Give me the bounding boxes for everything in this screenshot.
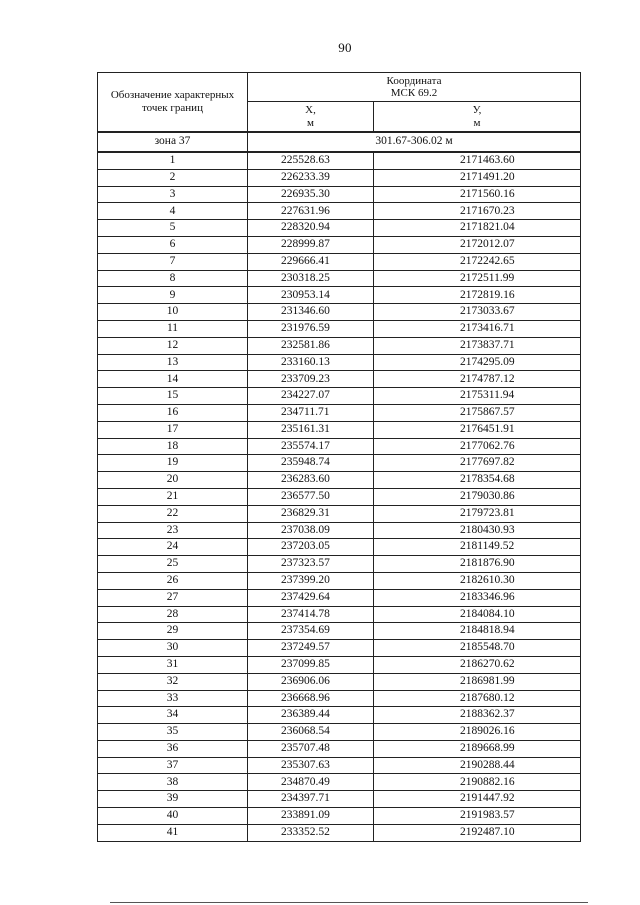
point-number-cell: 39 [98, 791, 248, 808]
point-number-cell: 28 [98, 606, 248, 623]
x-coordinate-cell: 233160.13 [248, 354, 374, 371]
y-coordinate-cell: 2175311.94 [374, 388, 581, 405]
point-number-cell: 24 [98, 539, 248, 556]
table-row [98, 824, 581, 841]
y-coordinate-cell: 2172242.65 [374, 253, 581, 270]
point-number-cell: 5 [98, 220, 248, 237]
zone-row [98, 132, 581, 152]
y-coordinate-cell: 2192487.10 [374, 824, 581, 841]
point-number-cell: 1 [98, 152, 248, 169]
table-row [98, 354, 581, 371]
table-row [98, 203, 581, 220]
x-coordinate-cell: 229666.41 [248, 253, 374, 270]
point-number-cell: 15 [98, 388, 248, 405]
x-coordinate-cell: 236577.50 [248, 488, 374, 505]
table-row [98, 438, 581, 455]
x-coordinate-cell: 230318.25 [248, 270, 374, 287]
table-row [98, 404, 581, 421]
x-coordinate-cell: 237354.69 [248, 623, 374, 640]
x-coordinate-cell: 237323.57 [248, 556, 374, 573]
x-coordinate-cell: 233891.09 [248, 808, 374, 825]
table-row [98, 320, 581, 337]
x-coordinate-cell: 234870.49 [248, 774, 374, 791]
point-number-cell: 13 [98, 354, 248, 371]
table-row [98, 220, 581, 237]
x-coordinate-cell: 231346.60 [248, 304, 374, 321]
table-row [98, 253, 581, 270]
table-row [98, 556, 581, 573]
y-coordinate-cell: 2173033.67 [374, 304, 581, 321]
point-number-cell: 2 [98, 169, 248, 186]
point-number-cell: 36 [98, 740, 248, 757]
table-row [98, 572, 581, 589]
x-coordinate-cell: 228320.94 [248, 220, 374, 237]
x-coordinate-cell: 233709.23 [248, 371, 374, 388]
y-coordinate-cell: 2186981.99 [374, 673, 581, 690]
y-coordinate-cell: 2184084.10 [374, 606, 581, 623]
coordinate-system: МСК 69.2 [390, 87, 438, 100]
point-number-cell: 35 [98, 724, 248, 741]
y-coordinate-cell: 2171560.16 [374, 186, 581, 203]
table-row [98, 505, 581, 522]
page-bottom-rule [110, 902, 588, 903]
y-coordinate-cell: 2186270.62 [374, 656, 581, 673]
x-coordinate-cell: 234711.71 [248, 404, 374, 421]
table-row [98, 690, 581, 707]
point-number-cell: 34 [98, 707, 248, 724]
x-coordinate-cell: 235161.31 [248, 421, 374, 438]
table-row [98, 623, 581, 640]
table-row [98, 371, 581, 388]
y-coordinate-cell: 2176451.91 [374, 421, 581, 438]
y-coordinate-cell: 2183346.96 [374, 589, 581, 606]
y-coordinate-cell: 2178354.68 [374, 472, 581, 489]
x-coordinate-cell: 235707.48 [248, 740, 374, 757]
x-coordinate-cell: 237429.64 [248, 589, 374, 606]
x-coordinate-cell: 237399.20 [248, 572, 374, 589]
y-coordinate-cell: 2174787.12 [374, 371, 581, 388]
x-coordinate-cell: 231976.59 [248, 320, 374, 337]
y-unit: м [473, 116, 481, 129]
table-row [98, 724, 581, 741]
table-row [98, 152, 581, 169]
y-coordinate-cell: 2171670.23 [374, 203, 581, 220]
x-coordinate-cell: 236068.54 [248, 724, 374, 741]
y-coordinate-cell: 2177697.82 [374, 455, 581, 472]
x-coordinate-cell: 236906.06 [248, 673, 374, 690]
table-row [98, 606, 581, 623]
y-coordinate-cell: 2187680.12 [374, 690, 581, 707]
point-number-cell: 26 [98, 572, 248, 589]
y-coordinate-cell: 2172819.16 [374, 287, 581, 304]
table-row [98, 421, 581, 438]
point-number-cell: 14 [98, 371, 248, 388]
y-coordinate-cell: 2175867.57 [374, 404, 581, 421]
x-coordinate-cell: 236668.96 [248, 690, 374, 707]
point-number-cell: 37 [98, 757, 248, 774]
table-row [98, 522, 581, 539]
zone-label: зона 37 [98, 132, 248, 152]
x-coordinate-cell: 236283.60 [248, 472, 374, 489]
x-coordinate-cell: 232581.86 [248, 337, 374, 354]
coordinate-title: Координата [386, 75, 442, 88]
table-row [98, 808, 581, 825]
table-row [98, 740, 581, 757]
table-row [98, 488, 581, 505]
point-number-cell: 33 [98, 690, 248, 707]
y-coordinate-cell: 2181149.52 [374, 539, 581, 556]
x-coordinate-cell: 237203.05 [248, 539, 374, 556]
x-coordinate-cell: 228999.87 [248, 236, 374, 253]
point-number-cell: 40 [98, 808, 248, 825]
x-coordinate-cell: 235948.74 [248, 455, 374, 472]
point-number-cell: 10 [98, 304, 248, 321]
y-coordinate-cell: 2181876.90 [374, 556, 581, 573]
y-coordinate-cell: 2171821.04 [374, 220, 581, 237]
table-row [98, 774, 581, 791]
table-row [98, 270, 581, 287]
point-number-cell: 4 [98, 203, 248, 220]
point-number-cell: 30 [98, 640, 248, 657]
y-coordinate-cell: 2173416.71 [374, 320, 581, 337]
x-label: X, [305, 104, 316, 117]
coordinates-table [97, 72, 581, 842]
boundary-points-header: Обозначение характерных точек границ [98, 73, 248, 133]
y-coordinate-cell: 2171491.20 [374, 169, 581, 186]
y-label: У, [472, 104, 482, 117]
table-row [98, 707, 581, 724]
x-column-header [248, 102, 374, 132]
point-number-cell: 11 [98, 320, 248, 337]
table-row [98, 337, 581, 354]
x-coordinate-cell: 237099.85 [248, 656, 374, 673]
y-coordinate-cell: 2174295.09 [374, 354, 581, 371]
x-coordinate-cell: 234397.71 [248, 791, 374, 808]
point-number-cell: 12 [98, 337, 248, 354]
page-number: 90 [338, 40, 352, 55]
y-coordinate-cell: 2191447.92 [374, 791, 581, 808]
table-row [98, 757, 581, 774]
table-row [98, 236, 581, 253]
table-row [98, 589, 581, 606]
x-coordinate-cell: 235574.17 [248, 438, 374, 455]
table-row [98, 539, 581, 556]
table-row [98, 169, 581, 186]
x-unit: м [307, 116, 314, 129]
point-number-cell: 16 [98, 404, 248, 421]
y-coordinate-cell: 2173837.71 [374, 337, 581, 354]
table-row [98, 791, 581, 808]
y-coordinate-cell: 2189026.16 [374, 724, 581, 741]
y-coordinate-cell: 2172012.07 [374, 236, 581, 253]
point-number-cell: 18 [98, 438, 248, 455]
zone-range: 301.67-306.02 м [248, 132, 581, 152]
point-number-cell: 3 [98, 186, 248, 203]
point-number-cell: 20 [98, 472, 248, 489]
x-coordinate-cell: 233352.52 [248, 824, 374, 841]
coordinate-header [248, 73, 581, 102]
x-coordinate-cell: 237249.57 [248, 640, 374, 657]
x-coordinate-cell: 230953.14 [248, 287, 374, 304]
x-coordinate-cell: 226233.39 [248, 169, 374, 186]
y-coordinate-cell: 2190882.16 [374, 774, 581, 791]
table-row [98, 287, 581, 304]
y-coordinate-cell: 2184818.94 [374, 623, 581, 640]
x-coordinate-cell: 237414.78 [248, 606, 374, 623]
x-coordinate-cell: 226935.30 [248, 186, 374, 203]
y-coordinate-cell: 2177062.76 [374, 438, 581, 455]
point-number-cell: 22 [98, 505, 248, 522]
table-row [98, 472, 581, 489]
y-coordinate-cell: 2189668.99 [374, 740, 581, 757]
table-row [98, 656, 581, 673]
point-number-cell: 21 [98, 488, 248, 505]
point-number-cell: 6 [98, 236, 248, 253]
point-number-cell: 38 [98, 774, 248, 791]
y-coordinate-cell: 2179723.81 [374, 505, 581, 522]
table-row [98, 673, 581, 690]
y-coordinate-cell: 2172511.99 [374, 270, 581, 287]
y-column-header [374, 102, 581, 132]
table-row [98, 388, 581, 405]
point-number-cell: 23 [98, 522, 248, 539]
x-coordinate-cell: 234227.07 [248, 388, 374, 405]
y-coordinate-cell: 2188362.37 [374, 707, 581, 724]
point-number-cell: 25 [98, 556, 248, 573]
table-row [98, 186, 581, 203]
table-row [98, 304, 581, 321]
point-number-cell: 17 [98, 421, 248, 438]
x-coordinate-cell: 227631.96 [248, 203, 374, 220]
point-number-cell: 19 [98, 455, 248, 472]
x-coordinate-cell: 236829.31 [248, 505, 374, 522]
y-coordinate-cell: 2191983.57 [374, 808, 581, 825]
table-row [98, 455, 581, 472]
x-coordinate-cell: 236389.44 [248, 707, 374, 724]
point-number-cell: 27 [98, 589, 248, 606]
point-number-cell: 8 [98, 270, 248, 287]
point-number-cell: 32 [98, 673, 248, 690]
point-number-cell: 9 [98, 287, 248, 304]
point-number-cell: 31 [98, 656, 248, 673]
x-coordinate-cell: 237038.09 [248, 522, 374, 539]
point-number-cell: 7 [98, 253, 248, 270]
x-coordinate-cell: 235307.63 [248, 757, 374, 774]
y-coordinate-cell: 2182610.30 [374, 572, 581, 589]
y-coordinate-cell: 2185548.70 [374, 640, 581, 657]
point-number-cell: 41 [98, 824, 248, 841]
y-coordinate-cell: 2180430.93 [374, 522, 581, 539]
y-coordinate-cell: 2179030.86 [374, 488, 581, 505]
x-coordinate-cell: 225528.63 [248, 152, 374, 169]
y-coordinate-cell: 2171463.60 [374, 152, 581, 169]
table-row [98, 640, 581, 657]
y-coordinate-cell: 2190288.44 [374, 757, 581, 774]
point-number-cell: 29 [98, 623, 248, 640]
